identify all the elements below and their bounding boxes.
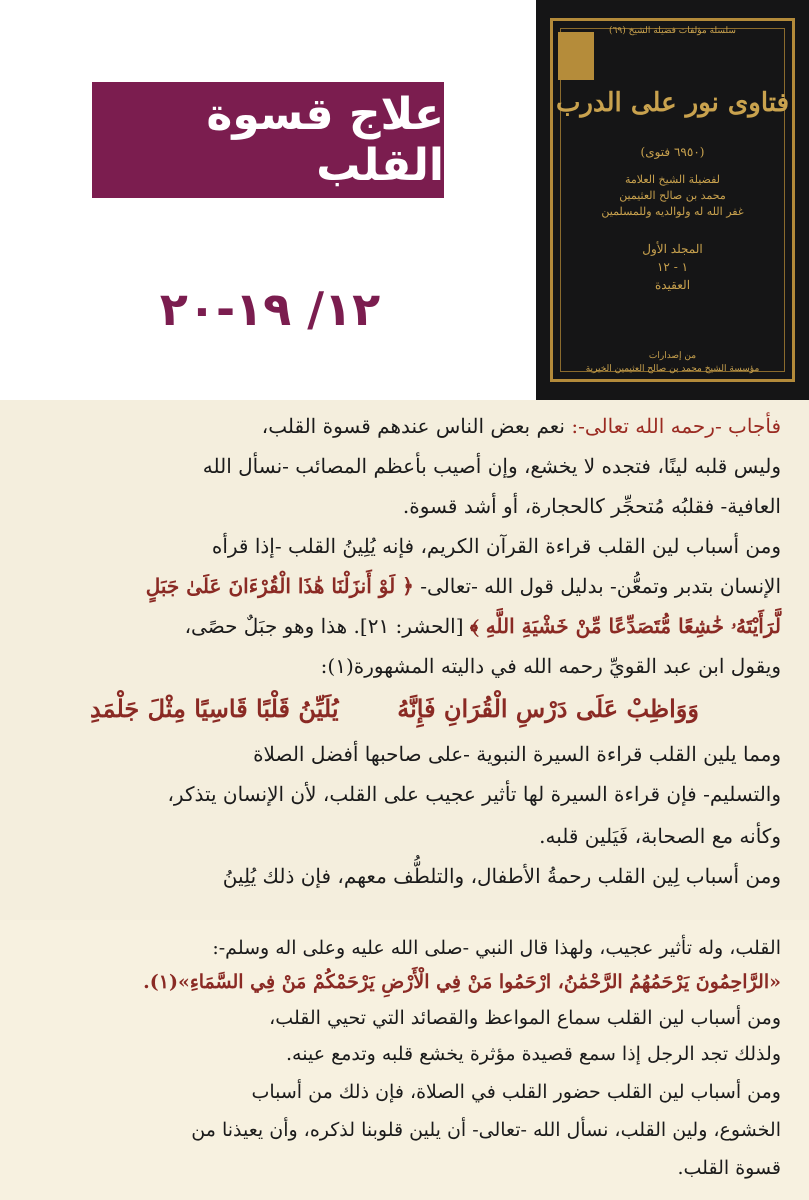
hadith-text: «الرَّاحِمُونَ يَرْحَمُهُمُ الرَّحْمَٰنُ، ارْحَمُوا مَنْ فِي الْأَرْضِ يَرْحَمْكُمْ مَنْ فِي السَّمَاءِ»(١). xyxy=(143,971,781,993)
answer-label: فأجاب -رحمه الله تعالى-: xyxy=(571,414,781,438)
book-series: سلسلة مؤلفات فضيلة الشيخ (٦٩) xyxy=(609,26,736,36)
poem-second-half: يُلَيِّنُ قَلْبًا قَاسِيًا مِثْلَ جَلْمَدِ xyxy=(90,694,339,723)
book-page-1 xyxy=(0,400,809,920)
book-spine-icon xyxy=(558,32,594,80)
text-line-15: ومن أسباب لين القلب حضور القلب في الصلاة، فإن ذلك من أسباب xyxy=(251,1081,781,1103)
date-label: ١٢/ ١٩-٢٠ xyxy=(159,282,381,336)
text-line-1 xyxy=(28,412,781,440)
poem-first-half: وَوَاظِبْ عَلَى دَرْسِ الْقُرَانِ فَإِنَّهُ xyxy=(397,694,699,723)
text-line-3: العافية- فقلبُه مُتحجِّر كالحجارة، أو أشد قسوة. xyxy=(402,494,781,518)
text-line-9: والتسليم- فإن قراءة السيرة لها تأثير عجيب على القلب، لأن الإنسان يتذكر، xyxy=(167,782,781,806)
text-line-14: ولذلك تجد الرجل إذا سمع قصيدة مؤثرة يخشع قلبه وتدمع عينه. xyxy=(286,1043,781,1065)
book-author-note: غفر الله له ولوالديه وللمسلمين xyxy=(601,205,744,218)
quran-verse-1: ﴿ لَوْ أَنزَلْنَا هَٰذَا الْقُرْءَانَ عَلَىٰ جَبَلٍ xyxy=(145,574,414,598)
text-line-13: ومن أسباب لين القلب سماع المواعظ والقصائد التي تحيي القلب، xyxy=(269,1007,781,1029)
text-line-8: ومما يلين القلب قراءة السيرة النبوية -على صاحبها أفضل الصلاة xyxy=(253,742,781,766)
book-volume-block xyxy=(536,240,809,294)
text-line-6 xyxy=(28,612,781,640)
text-line-12: القلب، وله تأثير عجيب، ولهذا قال النبي -صلى الله عليه وعلى اله وسلم-: xyxy=(212,937,781,959)
book-author-block xyxy=(536,172,809,220)
text-line-6-body: [الحشر: ٢١]. هذا وهو جبَلٌ حصًى، xyxy=(184,614,470,638)
text-line-17: قسوة القلب. xyxy=(677,1157,781,1179)
book-topic: العقيدة xyxy=(654,278,691,292)
book-publisher xyxy=(536,350,809,376)
text-line-5 xyxy=(28,572,781,600)
book-cover xyxy=(536,0,809,400)
book-publisher-1: من إصدارات xyxy=(648,351,697,361)
page-title: علاج قسوة القلب xyxy=(206,89,444,191)
text-line-11: ومن أسباب لِين القلب رحمةُ الأطفال، والتلطُّف معهم، فإن ذلك يُلِينُ xyxy=(222,864,781,888)
text-line-2: وليس قلبه لينًا، فتجده لا يخشع، وإن أصيب بأعظم المصائب -نسأل الله xyxy=(202,454,781,478)
text-line-16: الخشوع، ولين القلب، نسأل الله -تعالى- أن يلين قلوبنا لذكره، وأن يعيذنا من xyxy=(191,1119,781,1141)
title-box xyxy=(92,82,444,198)
poem-verse xyxy=(90,694,699,724)
book-count: (٦٩٥٠ فتوى) xyxy=(640,145,705,159)
book-author: محمد بن صالح العثيمين xyxy=(619,189,726,202)
book-volume-range: ١ - ١٢ xyxy=(656,260,689,274)
text-line-7: ويقول ابن عبد القويِّ رحمه الله في داليته المشهورة(١): xyxy=(320,654,781,678)
text-line-5-body: الإنسان بتدبر وتمعُّن- بدليل قول الله -تعالى- xyxy=(413,574,781,598)
book-page-2 xyxy=(0,920,809,1200)
text-line-1-body: نعم بعض الناس عندهم قسوة القلب، xyxy=(261,414,572,438)
book-title: فتاوى نور على الدرب xyxy=(555,88,790,118)
top-banner xyxy=(0,0,809,400)
quran-verse-2: لَّرَأَيْتَهُۥ خَٰشِعًا مُّتَصَدِّعًا مِّنْ خَشْيَةِ اللَّهِ ﴾ xyxy=(469,614,781,638)
book-author-intro: لفضيلة الشيخ العلامة xyxy=(624,173,720,186)
book-volume: المجلد الأول xyxy=(642,242,703,256)
text-line-10: وكأنه مع الصحابة، فَيَلين قلبه. xyxy=(539,824,781,848)
book-publisher-2: مؤسسة الشيخ محمد بن صالح العثيمين الخيرية xyxy=(585,364,760,374)
text-line-4: ومن أسباب لين القلب قراءة القرآن الكريم، فإنه يُلِينُ القلب -إذا قرأه xyxy=(211,534,781,558)
